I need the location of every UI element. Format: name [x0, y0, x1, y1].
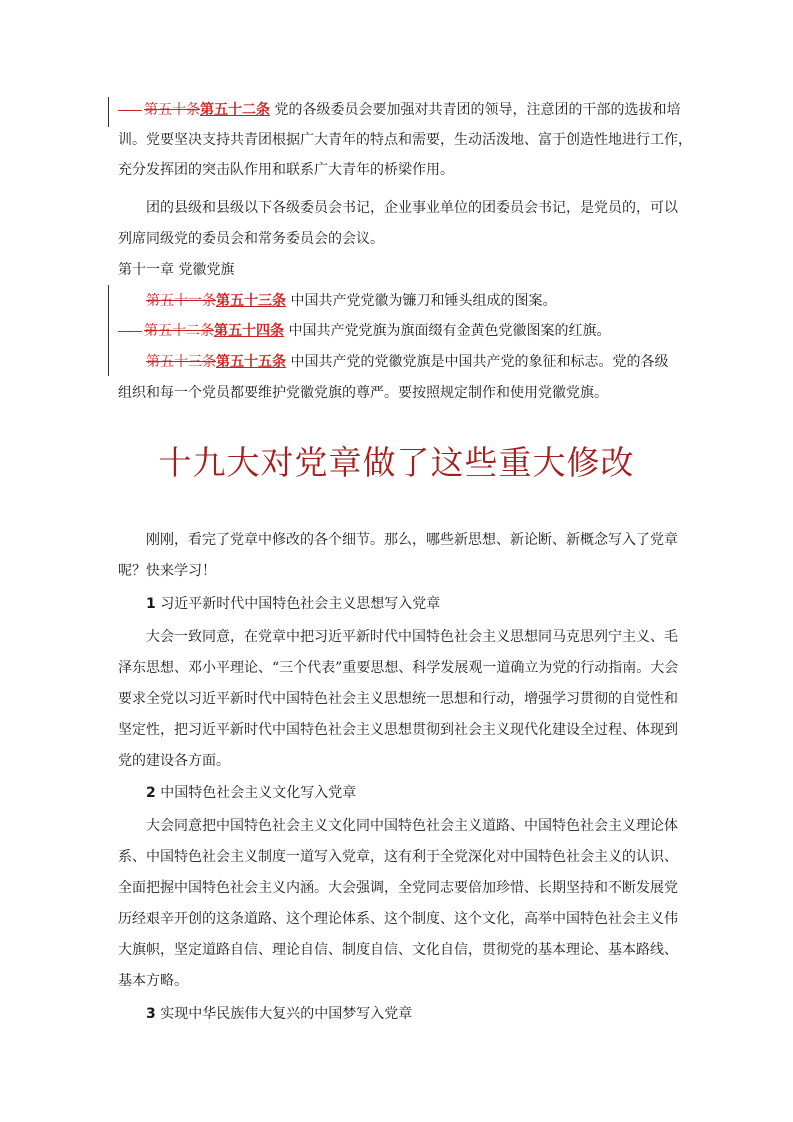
body-line: 全面把握中国特色社会主义内涵。大会强调，全党同志要倍加珍惜、长期坚持和不断发展党 — [118, 880, 678, 896]
section-number: 1 — [146, 596, 156, 612]
body-line: 坚定性，把习近平新时代中国特色社会主义思想贯彻到社会主义现代化建设全过程、体现到 — [118, 722, 678, 738]
section-heading — [146, 594, 440, 614]
deletion-mark — [118, 110, 142, 111]
deleted-article-number: 第五十二条 — [144, 323, 214, 339]
article-54-line — [118, 321, 610, 341]
section-heading — [146, 1004, 412, 1024]
body-line: 列席同级党的委员会和常务委员会的会议。 — [118, 231, 384, 247]
inserted-article-number: 第五十五条 — [216, 354, 286, 370]
article-title: 十九大对党章做了这些重大修改 — [158, 443, 635, 482]
article-text: 党的各级委员会要加强对共青团的领导，注意团的干部的选拔和培 — [274, 102, 681, 118]
body-line: 基本方略。 — [118, 973, 188, 989]
section-number: 3 — [146, 1006, 156, 1022]
body-line: 训。党要坚决支持共青团根据广大青年的特点和需要，生动活泼地、富于创造性地进行工作， — [118, 132, 692, 148]
inserted-article-number: 第五十二条 — [200, 102, 270, 118]
body-line: 组织和每一个党员都要维护党徽党旗的尊严。要按照规定制作和使用党徽党旗。 — [118, 385, 608, 401]
body-line: 党的建设各方面。 — [118, 753, 230, 769]
body-line: 大会一致同意，在党章中把习近平新时代中国特色社会主义思想同马克思列宁主义、毛 — [146, 629, 678, 645]
section-title: 实现中华民族伟大复兴的中国梦写入党章 — [160, 1006, 413, 1022]
deleted-article-number: 第五十三条 — [146, 354, 216, 370]
intro-line: 刚刚，看完了党章中修改的各个细节。那么，哪些新思想、新论断、新概念写入了党章 — [146, 532, 678, 548]
section-heading — [146, 783, 356, 803]
chapter-heading: 第十一章 党徽党旗 — [118, 262, 235, 278]
article-text: 中国共产党的党徽党旗是中国共产党的象征和标志。党的各级 — [290, 354, 669, 370]
inserted-article-number: 第五十四条 — [214, 323, 284, 339]
body-line: 大旗帜，坚定道路自信、理论自信、制度自信、文化自信，贯彻党的基本理论、基本路线、 — [118, 942, 678, 958]
article-53-line — [146, 291, 556, 311]
body-line: 系、中国特色社会主义制度一道写入党章，这有利于全党深化对中国特色社会主义的认识、 — [118, 849, 678, 865]
deletion-mark — [118, 331, 142, 332]
deleted-article-number: 第五十条 — [144, 102, 200, 118]
article-52-line — [118, 100, 680, 120]
deleted-article-number: 第五十一条 — [146, 293, 216, 309]
article-text: 中国共产党党徽为镰刀和锤头组成的图案。 — [290, 293, 557, 309]
inserted-article-number: 第五十三条 — [216, 293, 286, 309]
revision-bar — [108, 97, 109, 127]
body-line: 大会同意把中国特色社会主义文化同中国特色社会主义道路、中国特色社会主义理论体 — [146, 818, 678, 834]
body-line: 团的县级和县级以下各级委员会书记，企业事业单位的团委员会书记，是党员的，可以 — [146, 200, 678, 216]
article-55-line — [146, 352, 668, 372]
revision-bar — [108, 285, 109, 376]
section-number: 2 — [146, 785, 156, 801]
intro-line: 呢？快来学习！ — [118, 563, 216, 579]
body-line: 泽东思想、邓小平理论、“三个代表”重要思想、科学发展观一道确立为党的行动指南。大会 — [118, 660, 679, 676]
body-line: 要求全党以习近平新时代中国特色社会主义思想统一思想和行动，增强学习贯彻的自觉性和 — [118, 691, 678, 707]
body-line: 充分发挥团的突击队作用和联系广大青年的桥梁作用。 — [118, 162, 454, 178]
section-title: 中国特色社会主义文化写入党章 — [160, 785, 357, 801]
section-title: 习近平新时代中国特色社会主义思想写入党章 — [160, 596, 441, 612]
article-text: 中国共产党党旗为旗面缀有金黄色党徽图案的红旗。 — [288, 323, 611, 339]
body-line: 历经艰辛开创的这条道路、这个理论体系、这个制度、这个文化，高举中国特色社会主义伟 — [118, 911, 678, 927]
